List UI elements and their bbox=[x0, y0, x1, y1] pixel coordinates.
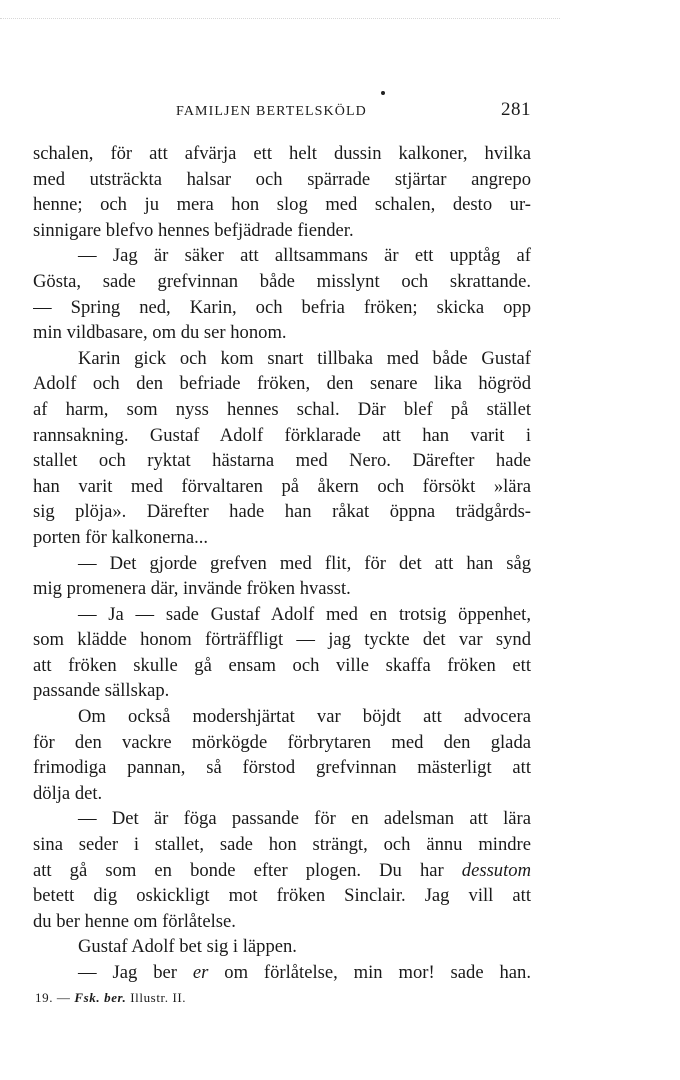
body-text bbox=[33, 141, 531, 986]
text-line bbox=[33, 858, 531, 884]
signature-abbrev: Fsk. ber. bbox=[74, 990, 127, 1005]
text-line: Adolf och den befriade fröken, den senare lika högröd bbox=[33, 373, 531, 395]
text-line: schalen, för att afvärja ett helt dussin kalkoner, hvilka bbox=[33, 143, 531, 164]
text-line: stallet och ryktat hästarna med Nero. Därefter hade bbox=[33, 450, 531, 472]
text-line: passande sällskap. bbox=[33, 680, 170, 702]
text-line: — Det är föga passande för en adelsman att lära bbox=[78, 808, 531, 830]
text-line: porten för kalkonerna... bbox=[33, 526, 209, 548]
text-line: han varit med förvaltaren på åkern och försökt »lära bbox=[33, 475, 531, 497]
italic-word: dessutom bbox=[461, 859, 531, 881]
text-line: frimodiga pannan, så förstod grefvinnan mästerligt att bbox=[33, 757, 531, 779]
text-line: — Spring ned, Karin, och befria fröken; skicka opp bbox=[33, 296, 531, 318]
text-line: henne; och ju mera hon slog med schalen, desto ur- bbox=[33, 194, 531, 216]
text-line: som klädde honom förträffligt — jag tyckte det var synd bbox=[33, 629, 531, 651]
text-line: Gustaf Adolf bet sig i läppen. bbox=[78, 936, 297, 958]
text-line: Karin gick och kom snart tillbaka med både Gustaf bbox=[78, 347, 531, 369]
text-line: min vildbasare, om du ser honom. bbox=[33, 322, 287, 344]
text-line: för den vackre mörkögde förbrytaren med den glada bbox=[33, 731, 531, 753]
text-line: — Jag är säker att alltsammans är ett upptåg af bbox=[78, 245, 531, 267]
text-line: mig promenera där, invände fröken hvasst. bbox=[33, 578, 351, 600]
text-line: med utsträckta halsar och spärrade stjärtar angrepo bbox=[33, 168, 531, 190]
text-run: om förlåtelse, min mor! sade han. bbox=[208, 962, 531, 983]
text-line: betett dig oskickligt mot fröken Sinclair. Jag vill att bbox=[33, 885, 531, 907]
page-header bbox=[176, 99, 531, 123]
text-line: rannsakning. Gustaf Adolf förklarade att han varit i bbox=[33, 424, 531, 446]
running-title: FAMILJEN BERTELSKÖLD bbox=[176, 104, 367, 119]
text-line: Om också modershjärtat var böjdt att advocera bbox=[78, 706, 531, 728]
text-run: — Jag ber bbox=[78, 962, 193, 983]
printer-signature bbox=[35, 990, 186, 1006]
signature-number: 19. — bbox=[35, 990, 71, 1005]
text-line: att fröken skulle gå ensam och ville skaffa fröken ett bbox=[33, 654, 531, 676]
text-line: du ber henne om förlåtelse. bbox=[33, 910, 236, 932]
text-line: sinnigare blefvo hennes befjädrade fiender. bbox=[33, 219, 354, 241]
italic-word: er bbox=[192, 962, 209, 983]
text-line: dölja det. bbox=[33, 782, 103, 804]
text-line: — Det gjorde grefven med flit, för det att han såg bbox=[78, 552, 531, 574]
text-run: att gå som en bonde efter plogen. Du har bbox=[33, 859, 462, 881]
text-line: — Ja — sade Gustaf Adolf med en trotsig öppenhet, bbox=[78, 603, 531, 625]
text-line: sig plöja». Därefter hade han råkat öppna trädgårds- bbox=[33, 501, 531, 523]
signature-rest: Illustr. II. bbox=[130, 990, 187, 1005]
text-line bbox=[33, 960, 531, 986]
text-line: sina seder i stallet, sade hon strängt, och ännu mindre bbox=[33, 834, 531, 856]
scan-edge-noise bbox=[0, 18, 560, 19]
text-line: Gösta, sade grefvinnan både misslynt och skrattande. bbox=[33, 270, 531, 292]
text-line: af harm, som nyss hennes schal. Där blef på stället bbox=[33, 398, 531, 420]
ink-speck bbox=[381, 91, 385, 95]
page-number: 281 bbox=[501, 99, 531, 120]
